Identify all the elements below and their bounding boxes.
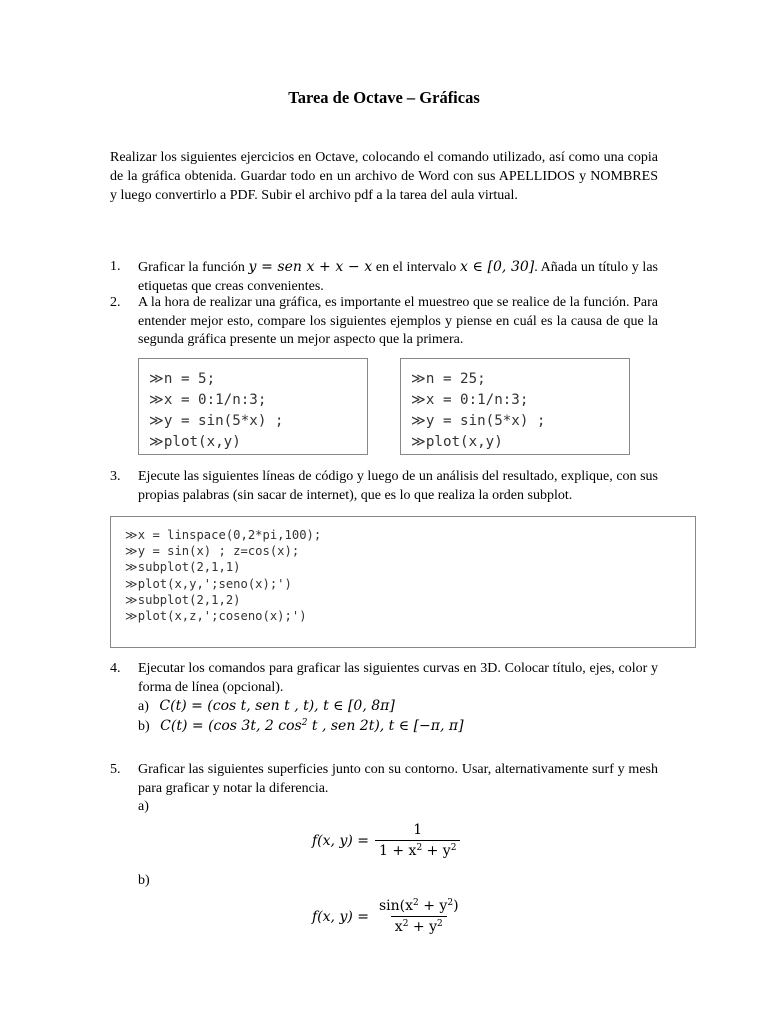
subitem-b-label-row: b) [138,873,150,888]
code-line: ≫plot(x,z,';coseno(x);') [125,609,307,624]
prompt-symbol: ≫ [125,544,138,559]
code-line: ≫subplot(2,1,1) [125,560,241,575]
exercise-text: Graficar la función [138,260,249,275]
subitem-b: b) C(t) = (cos 3t, 2 $\cos^2 t$ , sen 2t), t ∈ [−π, π] [138,717,464,734]
exercise-number: 2. [110,295,121,310]
exercise-number: 4. [110,661,121,676]
surface-formula-a: f(x, y) = $\frac{1}{1 + x^2 + y^2}$ [312,822,460,859]
code-line: ≫n = 25; [411,371,486,387]
curve-formula-b: C(t) = (cos 3t, 2 $\cos^2 t$ , sen 2t), t ∈ [−π, π] [160,717,464,734]
interval-formula: x ∈ [0, 30] [459,259,535,275]
exercise-text: Graficar las siguientes superficies junto con su contorno. Usar, alternativamente surf y mesh para graficar y notar la diferencia. [138,762,658,796]
exercise-2 [110,294,658,350]
exercise-number: 3. [110,469,121,484]
prompt-symbol: ≫ [411,392,426,408]
prompt-symbol: ≫ [149,413,164,429]
exercise-text: . Añada un título y las etiquetas que creas convenientes. [138,260,658,294]
subitem-a: a) C(t) = (cos t, sen t , t), t ∈ [0, 8π] [138,698,395,714]
prompt-symbol: ≫ [411,371,426,387]
prompt-symbol: ≫ [125,592,138,607]
prompt-symbol: ≫ [149,371,164,387]
prompt-symbol: ≫ [149,392,164,408]
code-line: ≫x = 0:1/n:3; [411,392,529,408]
exercise-text: Ejecute las siguientes líneas de código y luego de un análisis del resultado, explique, con sus propias palabras (sin sacar de internet), que es lo que realiza la orden subplot. [138,469,658,503]
code-line: ≫y = sin(5*x) ; [149,413,284,429]
code-box-n25 [400,358,630,455]
prompt-symbol: ≫ [411,413,426,429]
page-title: Tarea de Octave – Gráficas [288,88,480,107]
code-box-subplot [110,516,696,648]
prompt-symbol: ≫ [149,434,164,450]
code-line: ≫y = sin(x) ; z=cos(x); [125,544,300,559]
code-line: ≫x = 0:1/n:3; [149,392,267,408]
exercise-number: 1. [110,259,121,274]
code-line: ≫plot(x,y) [411,434,503,450]
prompt-symbol: ≫ [125,560,138,575]
prompt-symbol: ≫ [125,528,138,542]
prompt-symbol: ≫ [411,434,426,450]
prompt-symbol: ≫ [125,609,138,624]
exercise-text: en el intervalo [372,260,460,275]
code-box-n5 [138,358,368,455]
intro-paragraph: Realizar los siguientes ejercicios en Octave, colocando el comando utilizado, así como una copia de la gráfica obtenida. Guardar todo en un archivo de Word con sus APELLIDOS y NOMBRES y luego convertirlo a PDF. Subir el archivo pdf a la tarea del aula virtual. [110,150,658,203]
code-line: ≫plot(x,y,';seno(x);') [125,576,292,591]
code-line: ≫y = sin(5*x) ; [411,413,546,429]
subitem-a-label: a) [138,799,149,814]
exercise-5 [110,761,658,817]
exercise-text: Ejecutar los comandos para graficar las siguientes curvas en 3D. Colocar título, ejes, color y forma de línea (opcional). [138,661,658,695]
code-line: ≫x = linspace(0,2*pi,100); [125,528,322,542]
code-line: ≫plot(x,y) [149,434,241,450]
surface-formula-b: f(x, y) = $\frac{\sin(x^2 + y^2)}{x^2 + y^2}$ [312,898,459,935]
function-formula: y = sen x + x − x [248,259,373,275]
exercise-4 [110,660,658,736]
exercise-3 [110,468,658,505]
code-line: ≫n = 5; [149,371,216,387]
curve-formula-a: C(t) = (cos t, sen t , t), t ∈ [0, 8π] [159,698,395,714]
prompt-symbol: ≫ [125,576,138,591]
code-line: ≫subplot(2,1,2) [125,592,241,607]
exercise-number: 5. [110,762,121,777]
exercise-1 [110,258,658,296]
exercise-text: A la hora de realizar una gráfica, es importante el muestreo que se realice de la función. Para entender mejor esto, compare los siguientes ejemplos y piense en cuál es la causa de que la segunda gráfica presente un mejor aspecto que la primera. [138,295,658,347]
